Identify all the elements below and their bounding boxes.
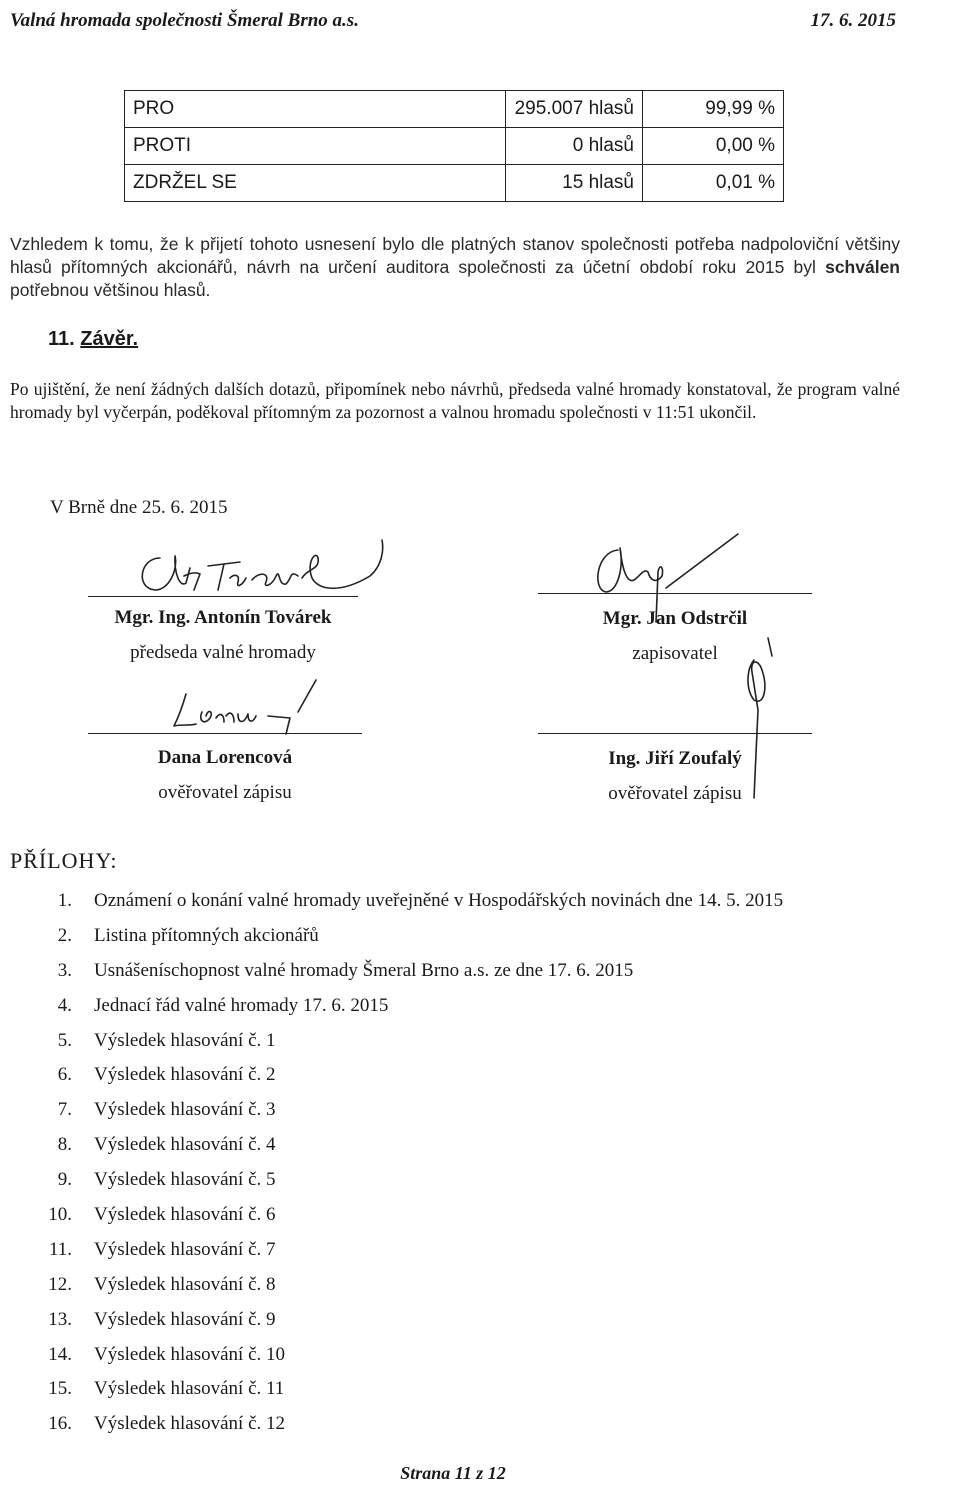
item-text: Výsledek hlasování č. 8 <box>94 1273 276 1295</box>
signatory-role: ověřovatel zápisu <box>608 783 742 804</box>
item-number: 6. <box>57 1064 72 1086</box>
vote-label: PROTI <box>125 128 506 165</box>
item-text: Oznámení o konání valné hromady uveřejněné v Hospodářských novinách dne 14. 5. 2015 <box>94 890 784 911</box>
section-number: 11. <box>48 328 75 350</box>
resolution-tail: potřebnou většinou hlasů. <box>10 280 211 300</box>
resolution-approved: schválen <box>825 257 900 277</box>
item-number: 3. <box>57 959 72 981</box>
item-number: 10. <box>48 1204 72 1226</box>
item-text: Výsledek hlasování č. 12 <box>94 1413 286 1435</box>
item-number: 5. <box>57 1029 72 1051</box>
conclusion-paragraph: Po ujištění, že není žádných dalších dotazů, připomínek nebo návrhů, předseda valné hromady konstatoval, že program valné hromady byl vyčerpán, poděkoval přítomným za pozornost a valnou hromadu společnosti v 11:51 ukončil. <box>10 379 900 422</box>
signatory-name: Dana Lorencová <box>157 747 293 768</box>
item-number: 15. <box>48 1378 72 1400</box>
vote-count: 15 hlasů <box>506 165 643 202</box>
document-header-date: 17. 6. 2015 <box>810 10 896 31</box>
signature-line <box>88 596 358 597</box>
signature-line <box>88 733 362 734</box>
item-text: Výsledek hlasování č. 2 <box>94 1064 276 1086</box>
signature-line <box>538 593 812 594</box>
document-header-title: Valná hromada společnosti Šmeral Brno a.s. <box>10 10 359 31</box>
signature-line <box>538 733 812 734</box>
signatory-role: zapisovatel <box>632 643 718 664</box>
vote-percent: 0,01 % <box>643 165 784 202</box>
item-text: Usnášeníschopnost valné hromady Šmeral Brno a.s. ze dne 17. 6. 2015 <box>94 959 634 981</box>
section-heading <box>48 328 138 351</box>
signatory-name: Ing. Jiří Zoufalý <box>608 748 742 769</box>
item-text: Výsledek hlasování č. 5 <box>94 1169 276 1191</box>
item-text: Výsledek hlasování č. 7 <box>94 1238 276 1260</box>
signature-lorencova-handwriting <box>168 672 338 742</box>
signatory-role: ověřovatel zápisu <box>158 782 292 803</box>
item-number: 16. <box>48 1413 72 1435</box>
item-text: Jednací řád valné hromady 17. 6. 2015 <box>94 994 389 1016</box>
item-text: Výsledek hlasování č. 9 <box>94 1308 276 1330</box>
signatory-name: Mgr. Jan Odstrčil <box>602 608 748 629</box>
item-text: Listina přítomných akcionářů <box>94 924 319 946</box>
vote-percent: 0,00 % <box>643 128 784 165</box>
vote-percent: 99,99 % <box>643 91 784 128</box>
signature-tovarek-handwriting <box>130 528 390 598</box>
item-text: Výsledek hlasování č. 10 <box>94 1343 286 1365</box>
item-number: 12. <box>48 1273 72 1295</box>
resolution-paragraph <box>10 233 900 302</box>
item-number: 7. <box>57 1099 72 1121</box>
item-number: 14. <box>48 1343 72 1365</box>
item-text: Výsledek hlasování č. 3 <box>94 1099 276 1121</box>
item-text: Výsledek hlasování č. 4 <box>94 1134 276 1156</box>
item-number: 13. <box>48 1308 72 1330</box>
vote-count: 295.007 hlasů <box>506 91 643 128</box>
vote-label: ZDRŽEL SE <box>125 165 506 202</box>
item-text: Výsledek hlasování č. 11 <box>94 1378 285 1400</box>
table-row <box>125 165 784 202</box>
resolution-text: Vzhledem k tomu, že k přijetí tohoto usnesení bylo dle platných stanov společnosti potřeba nadpoloviční většiny hlasů přítomných akcionářů, návrh na určení auditora společnosti za účetní období roku 2015 byl <box>10 234 900 277</box>
item-number: 8. <box>57 1134 72 1156</box>
vote-label: PRO <box>125 91 506 128</box>
table-row <box>125 128 784 165</box>
vote-results-table <box>124 90 784 202</box>
item-number: 4. <box>57 994 72 1016</box>
signatory-name: Mgr. Ing. Antonín Továrek <box>114 607 332 628</box>
section-title: Závěr. <box>80 328 139 350</box>
attachments-heading: PŘÍLOHY: <box>10 848 118 873</box>
vote-count: 0 hlasů <box>506 128 643 165</box>
signatory-role: předseda valné hromady <box>130 642 316 663</box>
item-number: 11. <box>48 1238 72 1260</box>
place-date: V Brně dne 25. 6. 2015 <box>50 497 228 518</box>
item-number: 2. <box>57 924 72 946</box>
item-number: 1. <box>57 890 72 911</box>
item-text: Výsledek hlasování č. 1 <box>94 1029 276 1051</box>
item-text: Výsledek hlasování č. 6 <box>94 1204 276 1226</box>
page-number: Strana 11 z 12 <box>400 1463 506 1483</box>
item-number: 9. <box>57 1169 72 1191</box>
table-row <box>125 91 784 128</box>
